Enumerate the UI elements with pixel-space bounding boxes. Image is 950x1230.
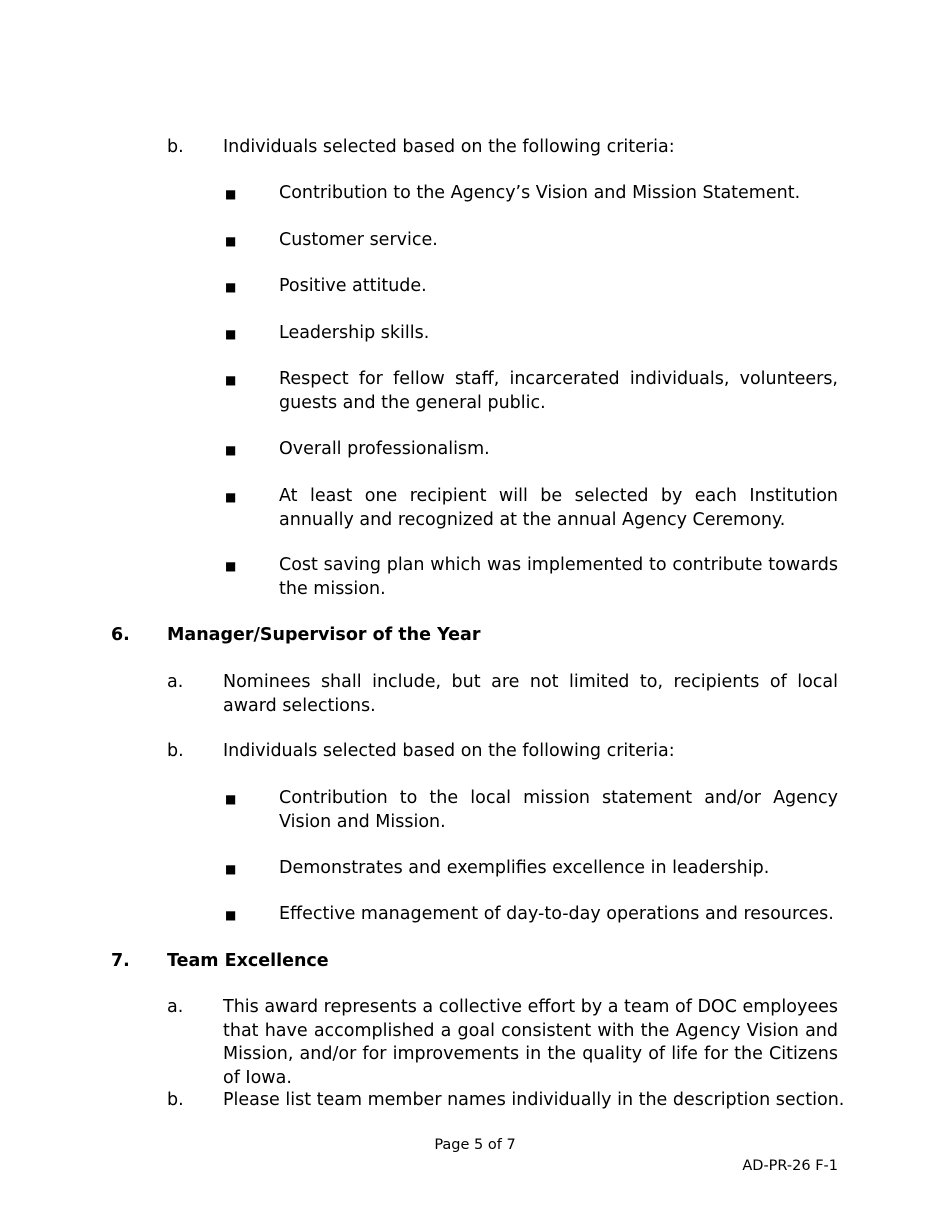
item-text: This award represents a collective effort by a team of DOC employees that have accomplished a goal consistent with the Agency Vision and Mission, and/or for improvements in the quality of life for the Citizens of Iowa. [223, 997, 838, 1088]
bullet-icon: ■ [225, 792, 237, 806]
section-title: Manager/Supervisor of the Year [167, 625, 481, 645]
bullet-icon: ■ [225, 443, 237, 457]
bullet-icon: ■ [225, 908, 237, 922]
bullet-text: Positive attitude. [279, 276, 427, 296]
bullet-text: Contribution to the Agency’s Vision and Mission Statement. [279, 183, 801, 203]
section-title: Team Excellence [167, 951, 329, 971]
section-number: 6. [111, 625, 130, 645]
bullet-text: Contribution to the local mission statement and/or Agency Vision and Mission. [279, 788, 838, 832]
bullet-icon: ■ [225, 280, 237, 294]
item-marker: a. [167, 672, 184, 692]
bullet-text: Leadership skills. [279, 323, 430, 343]
item-text: Individuals selected based on the following criteria: [223, 741, 675, 761]
section-number: 7. [111, 951, 130, 971]
bullet-icon: ■ [225, 862, 237, 876]
bullet-icon: ■ [225, 559, 237, 573]
bullet-text: Demonstrates and exemplifies excellence in leadership. [279, 858, 770, 878]
bullet-icon: ■ [225, 234, 237, 248]
bullet-icon: ■ [225, 490, 237, 504]
bullet-icon: ■ [225, 373, 237, 387]
bullet-icon: ■ [225, 187, 237, 201]
bullet-icon: ■ [225, 327, 237, 341]
bullet-text: Overall professionalism. [279, 439, 490, 459]
item-text: Individuals selected based on the following criteria: [223, 137, 675, 157]
bullet-text: Customer service. [279, 230, 438, 250]
bullet-text: At least one recipient will be selected by each Institution annually and recognized at the annual Agency Ceremony. [279, 486, 838, 530]
item-marker: b. [167, 137, 184, 157]
form-id: AD-PR-26 F-1 [742, 1158, 838, 1174]
item-marker: b. [167, 1090, 184, 1110]
bullet-text: Cost saving plan which was implemented to contribute towards the mission. [279, 555, 838, 599]
item-text: Please list team member names individually in the description section. [223, 1090, 845, 1110]
item-text: Nominees shall include, but are not limited to, recipients of local award selections. [223, 672, 838, 716]
bullet-text: Respect for fellow staff, incarcerated individuals, volunteers, guests and the general public. [279, 369, 838, 413]
page-number: Page 5 of 7 [434, 1137, 516, 1153]
item-marker: a. [167, 997, 184, 1017]
bullet-text: Effective management of day-to-day operations and resources. [279, 904, 834, 924]
item-marker: b. [167, 741, 184, 761]
